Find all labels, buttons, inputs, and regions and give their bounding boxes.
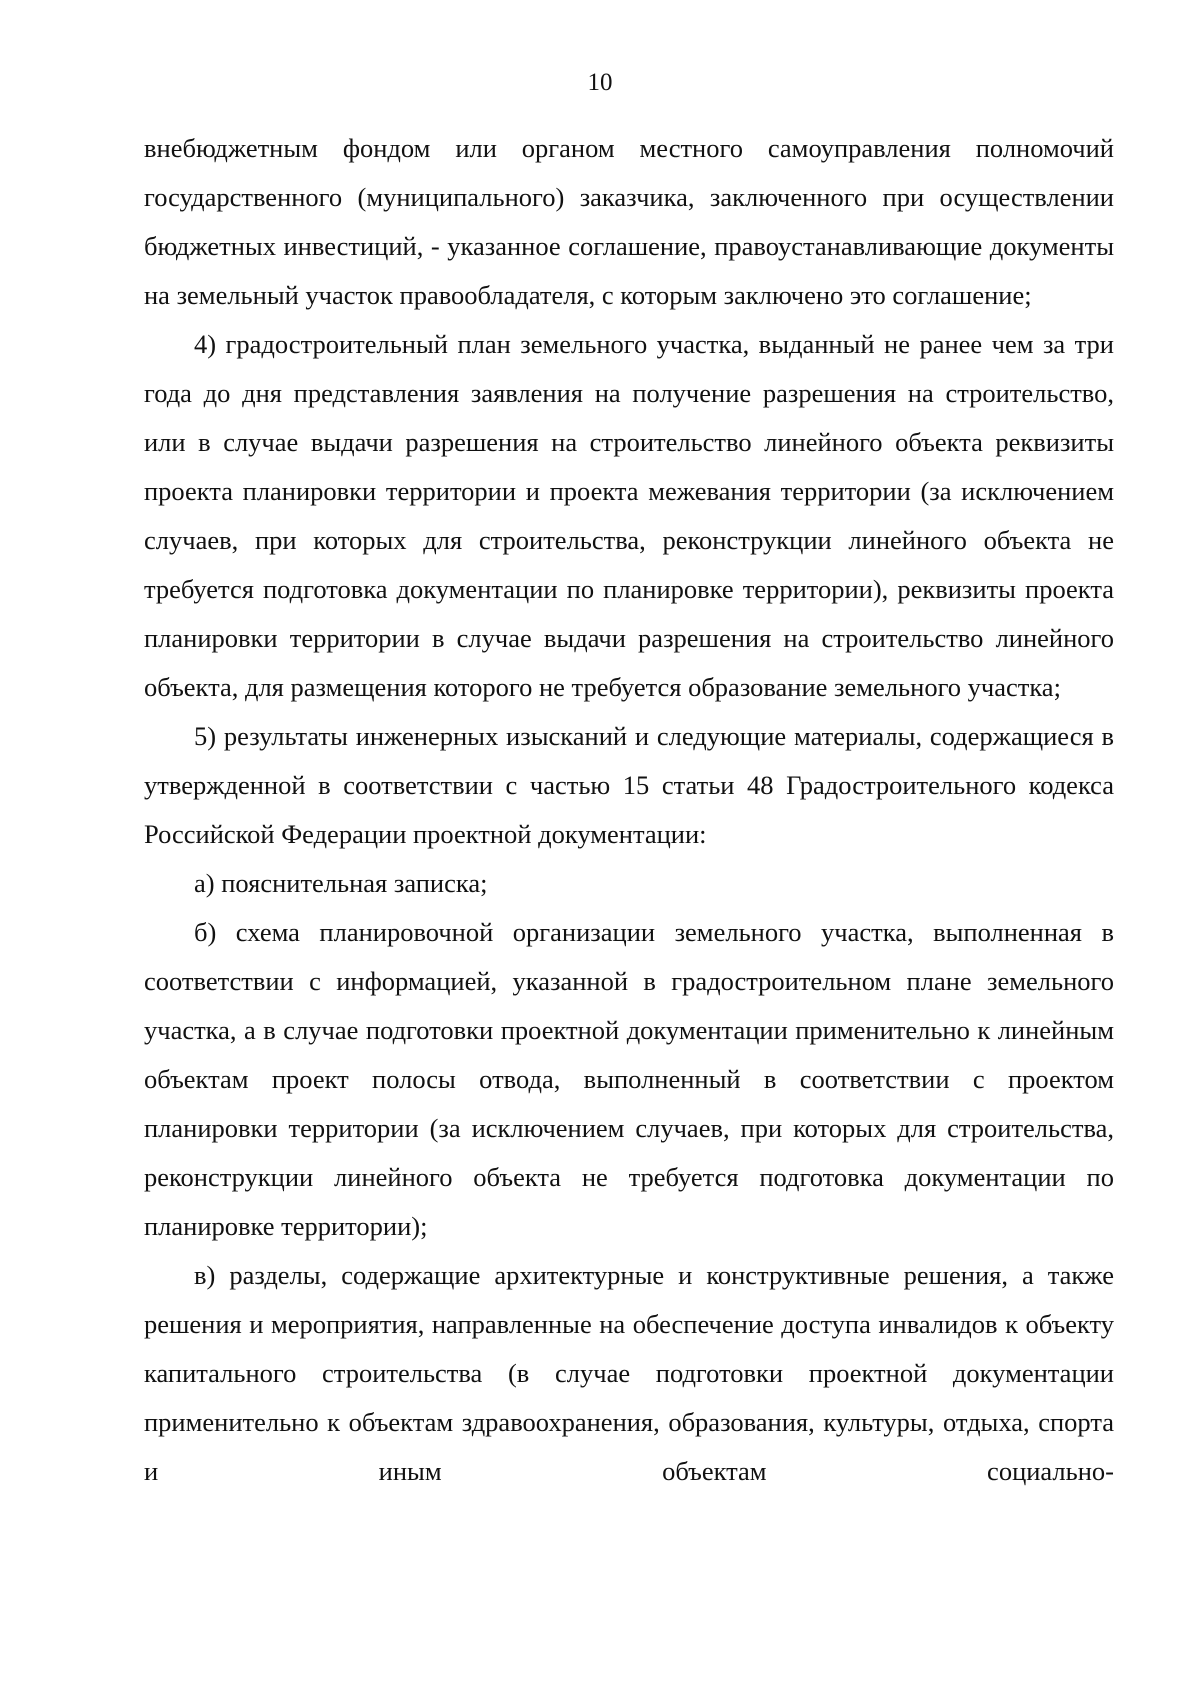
paragraph-item-b: б) схема планировочной организации земельного участка, выполненная в соответствии с информацией, указанной в градостроительном плане земельного участка, а в случае подготовки проектной документации применительно к линейным объектам проект полосы отвода, выполненный в соответствии с проектом планировки территории (за исключением случаев, при которых для строительства, реконструкции линейного объекта не требуется подготовка документации по планировке территории); [144,917,1114,1241]
paragraph-item-a: а) пояснительная записка; [194,868,488,898]
paragraph-item-v: в) разделы, содержащие архитектурные и конструктивные решения, а также решения и мероприятия, направленные на обеспечение доступа инвалидов к объекту капитального строительства (в случае подготовки проектной документации применительно к объектам здравоохранения, образования, культуры, отдыха, спорта и иным объектам социально- [144,1260,1114,1486]
paragraph-item-4: 4) градостроительный план земельного участка, выданный не ранее чем за три года до дня представления заявления на получение разрешения на строительство, или в случае выдачи разрешения на строительство линейного объекта реквизиты проекта планировки территории и проекта межевания территории (за исключением случаев, при которых для строительства, реконструкции линейного объекта не требуется подготовка документации по планировке территории), реквизиты проекта планировки территории в случае выдачи разрешения на строительство линейного объекта, для размещения которого не требуется образование земельного участка; [144,329,1114,702]
paragraph-item-5: 5) результаты инженерных изысканий и следующие материалы, содержащиеся в утвержденной в соответствии с частью 15 статьи 48 Градостроительного кодекса Российской Федерации проектной документации: [144,721,1114,849]
paragraph-continuation: внебюджетным фондом или органом местного самоуправления полномочий государственного (муниципального) заказчика, заключенного при осуществлении бюджетных инвестиций, - указанное соглашение, правоустанавливающие документы на земельный участок правообладателя, с которым заключено это соглашение; [144,133,1114,310]
page-number: 10 [587,69,613,96]
document-body [144,124,1114,1496]
